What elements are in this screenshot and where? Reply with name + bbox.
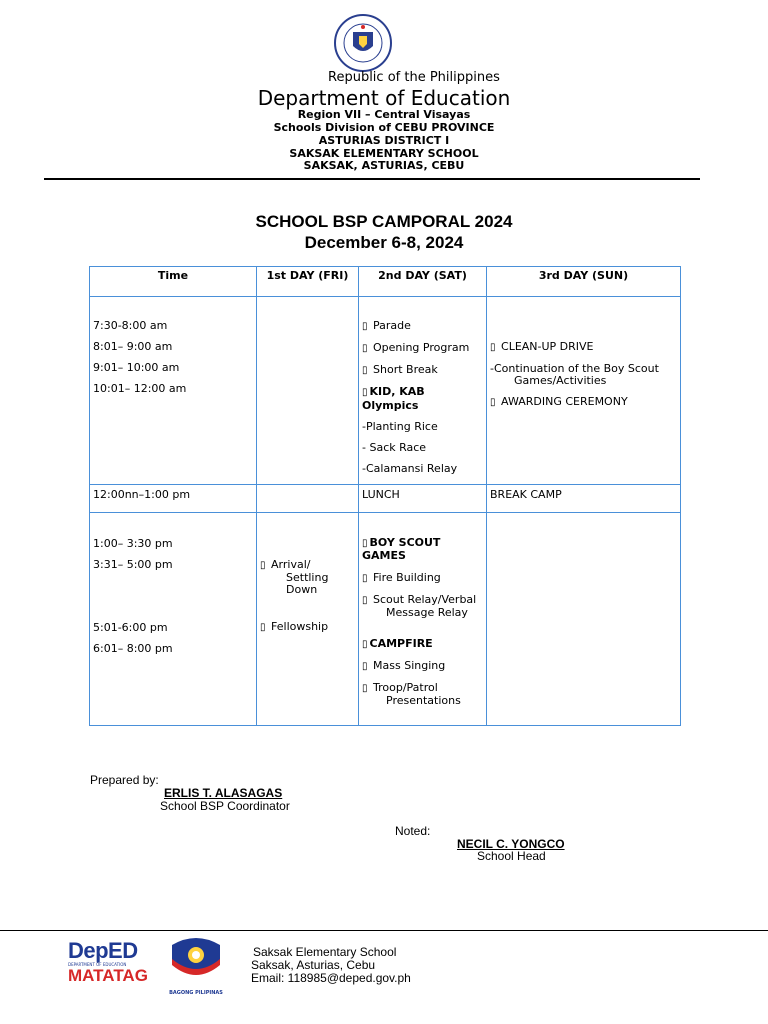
republic-line: Republic of the Philippines	[328, 70, 500, 85]
morning-day1	[257, 297, 359, 485]
morning-day3	[487, 297, 681, 485]
bagong-pilipinas-logo	[164, 935, 228, 995]
afternoon-day2	[359, 513, 487, 726]
document-title: SCHOOL BSP CAMPORAL 2024	[255, 212, 513, 231]
prepared-label: Prepared by:	[90, 773, 159, 787]
header-divider	[44, 178, 700, 180]
table-row-noon	[90, 485, 681, 513]
bullet-icon: ▯	[362, 387, 368, 398]
list-item: ▯ Short Break	[362, 363, 438, 376]
bullet-icon: ▯	[260, 560, 266, 571]
list-item: -Planting Rice	[362, 420, 438, 433]
noon-day3: BREAK CAMP	[487, 485, 681, 513]
noted-label: Noted:	[395, 824, 431, 838]
prepared-title: School BSP Coordinator	[160, 799, 290, 813]
list-item-continued: Down	[286, 583, 318, 596]
time-slot: 1:00– 3:30 pm	[93, 537, 173, 550]
list-item: ▯ CLEAN-UP DRIVE	[490, 340, 594, 353]
list-item: ▯ Fellowship	[260, 620, 329, 633]
afternoon-day3	[487, 513, 681, 726]
afternoon-day1	[257, 513, 359, 726]
list-item: -Calamansi Relay	[362, 462, 458, 475]
footer-email: Email: 118985@deped.gov.ph	[251, 971, 411, 985]
time-slot: 9:01– 10:00 am	[93, 361, 180, 374]
list-item: ▯ Fire Building	[362, 571, 441, 584]
list-item: ▯ Scout Relay/Verbal	[362, 593, 477, 606]
list-item-continued: Message Relay	[386, 606, 468, 619]
list-item-continued: Games/Activities	[514, 374, 607, 387]
department-name: Department of Education	[257, 86, 511, 110]
list-item: -Continuation of the Boy Scout	[490, 362, 659, 375]
time-slot: 6:01– 8:00 pm	[93, 642, 173, 655]
bullet-icon: ▯	[362, 343, 368, 354]
col-header-day3: 3rd DAY (SUN)	[487, 267, 681, 297]
address-line: SAKSAK, ASTURIAS, CEBU	[303, 159, 465, 172]
table-row-afternoon	[90, 513, 681, 726]
list-item: ▯ Opening Program	[362, 341, 470, 354]
bullet-icon: ▯	[362, 661, 368, 672]
table-row-morning	[90, 297, 681, 485]
list-item: ▯ Troop/Patrol	[362, 681, 438, 694]
list-item: ▯ Mass Singing	[362, 659, 446, 672]
bullet-icon: ▯	[362, 538, 368, 549]
morning-day2	[359, 297, 487, 485]
division-line: Schools Division of CEBU PROVINCE	[273, 121, 495, 134]
footer-divider	[0, 930, 768, 931]
schedule-table	[89, 266, 681, 726]
time-slot: 8:01– 9:00 am	[93, 340, 173, 353]
bullet-icon: ▯	[490, 397, 496, 408]
list-item: ▯ Parade	[362, 319, 411, 332]
bullet-icon: ▯	[260, 622, 266, 633]
time-slot: 7:30-8:00 am	[93, 319, 168, 332]
noon-time: 12:00nn–1:00 pm	[90, 485, 257, 513]
document-date: December 6-8, 2024	[304, 233, 464, 252]
bullet-icon: ▯	[362, 683, 368, 694]
list-item: ▯ CAMPFIRE	[362, 637, 433, 650]
footer-school: Saksak Elementary School	[253, 945, 397, 959]
deped-matatag-logo	[68, 940, 154, 996]
deped-seal-logo	[326, 14, 400, 72]
list-item-continued: Presentations	[386, 694, 461, 707]
matatag-wordmark: MATATAG	[68, 966, 148, 985]
school-line: SAKSAK ELEMENTARY SCHOOL	[289, 147, 479, 160]
list-item: ▯ KID, KAB Olympics	[362, 385, 425, 412]
list-item: ▯ Arrival/	[260, 558, 311, 571]
col-header-time: Time	[90, 267, 257, 297]
list-item: - Sack Race	[362, 441, 427, 454]
bagong-pilipinas-text: BAGONG PILIPINAS	[169, 990, 223, 996]
afternoon-times	[90, 513, 257, 726]
list-item: ▯ AWARDING CEREMONY	[490, 395, 628, 408]
time-slot: 3:31– 5:00 pm	[93, 558, 173, 571]
deped-subtitle: DEPARTMENT OF EDUCATION	[68, 962, 127, 967]
time-slot: 10:01– 12:00 am	[93, 382, 187, 395]
col-header-day2: 2nd DAY (SAT)	[359, 267, 487, 297]
district-line: ASTURIAS DISTRICT I	[318, 134, 450, 147]
bullet-icon: ▯	[362, 573, 368, 584]
bullet-icon: ▯	[362, 595, 368, 606]
time-slot: 5:01-6:00 pm	[93, 621, 168, 634]
prepared-name: ERLIS T. ALASAGAS	[164, 786, 283, 800]
bullet-icon: ▯	[362, 365, 368, 376]
list-item-continued: Settling	[286, 571, 329, 584]
noon-day2: LUNCH	[359, 485, 487, 513]
bullet-icon: ▯	[362, 639, 368, 650]
table-header-row	[90, 267, 681, 297]
noted-title: School Head	[477, 849, 546, 863]
col-header-day1: 1st DAY (FRI)	[257, 267, 359, 297]
morning-times	[90, 297, 257, 485]
noted-name: NECIL C. YONGCO	[457, 837, 565, 851]
noon-day1	[257, 485, 359, 513]
region-line: Region VII – Central Visayas	[297, 108, 471, 121]
bagong-pilipinas-emblem-icon	[164, 935, 228, 985]
bullet-icon: ▯	[490, 342, 496, 353]
deped-wordmark: DepED	[68, 938, 138, 963]
list-item: ▯ BOY SCOUT GAMES	[362, 536, 441, 562]
footer-address: Saksak, Asturias, Cebu	[251, 958, 376, 972]
bullet-icon: ▯	[362, 321, 368, 332]
